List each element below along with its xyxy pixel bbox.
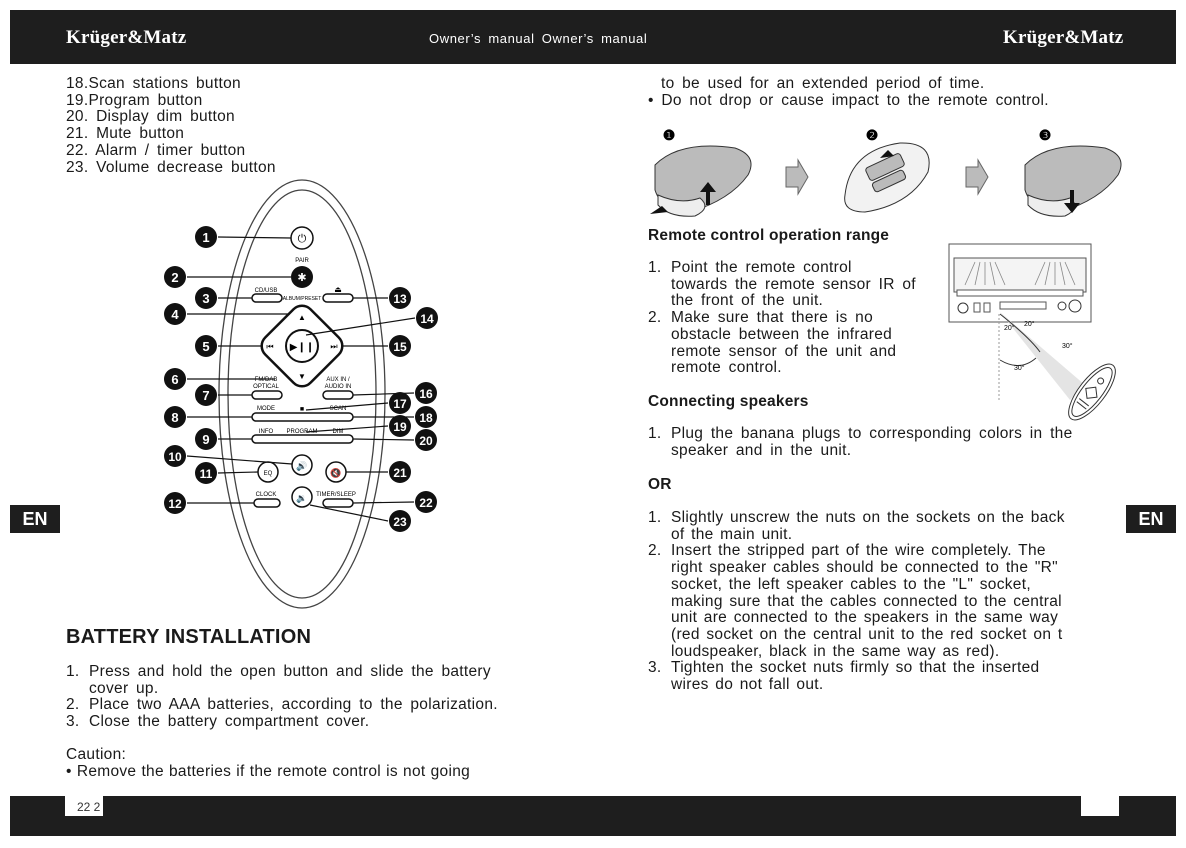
- svg-text:20: 20: [419, 434, 433, 448]
- svg-text:14: 14: [420, 312, 434, 326]
- power-icon: ⏻: [297, 233, 307, 245]
- list-item: 1. Plug the banana plugs to corresponding colors in the speaker and in the unit.: [648, 425, 1073, 459]
- svg-text:23: 23: [393, 515, 407, 529]
- unit-display: [954, 258, 1086, 292]
- svg-text:13: 13: [393, 292, 407, 306]
- footer-bar: [10, 796, 1176, 836]
- info-label: INFO: [258, 429, 274, 435]
- page-number-left: 22 2: [65, 796, 103, 816]
- list-item: 1. Slightly unscrew the nuts on the sockets on the back of the main unit.: [648, 510, 1065, 543]
- remote-open-step-3: [1025, 146, 1121, 216]
- aux-in-label: AUX IN /: [326, 377, 350, 383]
- album-preset-label: ALBUM/PRESET: [282, 296, 322, 302]
- battery-steps-illustration: [645, 124, 1125, 224]
- scan-label: SCAN: [329, 406, 347, 412]
- callout-18: [415, 406, 437, 428]
- list-item: 20. Display dim button: [66, 108, 235, 126]
- remote-open-step-1: [650, 146, 751, 216]
- mode-label: MODE: [257, 406, 275, 412]
- clock-label: CLOCK: [255, 492, 277, 498]
- svg-text:3: 3: [202, 291, 210, 306]
- pair-label: PAIR: [295, 258, 309, 264]
- svg-text:2: 2: [171, 270, 179, 285]
- svg-text:1: 1: [202, 230, 210, 245]
- svg-text:9: 9: [202, 432, 210, 447]
- up-arrow-icon: ▲: [298, 313, 306, 322]
- callout-19: [389, 415, 411, 437]
- battery-steps: [66, 664, 498, 731]
- previous-icon: ⏮: [266, 342, 274, 351]
- callout-16: [415, 382, 437, 404]
- callout-6: [164, 368, 186, 390]
- cd-usb-button: [252, 294, 282, 302]
- callout-12: [164, 492, 186, 514]
- fm-dab-label: FM/DAB: [254, 377, 278, 383]
- button-list: [66, 76, 276, 176]
- callout-13: [389, 287, 411, 309]
- svg-text:22: 22: [419, 496, 433, 510]
- list-item: 1. Press and hold the open button and slide the battery cover up.: [66, 663, 491, 697]
- callout-22: [415, 491, 437, 513]
- alternate-steps: [648, 510, 1176, 694]
- play-pause-icon: ▶❙❙: [289, 342, 315, 353]
- operation-range-illustration: [945, 243, 1125, 427]
- step-marker-2: ❷: [865, 127, 879, 143]
- list-item: 19.Program button: [66, 91, 203, 109]
- eq-label: EQ: [263, 471, 273, 477]
- connecting-speakers-heading: Connecting speakers: [648, 393, 809, 410]
- list-item: 21. Mute button: [66, 125, 185, 143]
- remote-outline-inner: [228, 190, 376, 598]
- arrow-icon: [786, 160, 808, 194]
- svg-text:17: 17: [393, 397, 407, 411]
- volume-down-icon: 🔉: [296, 493, 308, 503]
- audio-in-label: AUDIO IN: [324, 384, 352, 390]
- svg-text:8: 8: [171, 410, 179, 425]
- arrow-icon: [966, 160, 988, 194]
- svg-text:10: 10: [168, 450, 182, 464]
- callout-1: [195, 226, 217, 248]
- down-arrow-icon: ▼: [298, 372, 306, 381]
- callout-9: [195, 428, 217, 450]
- callout-23: [389, 510, 411, 532]
- drop-warning: • Do not drop or cause impact to the remote control.: [648, 92, 1049, 109]
- step-marker-1: ❶: [662, 127, 676, 143]
- range-steps: [648, 260, 916, 377]
- svg-text:19: 19: [393, 420, 407, 434]
- brand-logo-left: Krüger&Matz: [66, 27, 187, 48]
- callout-11: [195, 462, 217, 484]
- svg-text:4: 4: [171, 307, 179, 322]
- optical-button: [252, 391, 282, 399]
- list-item: 18.Scan stations button: [66, 75, 241, 92]
- svg-text:11: 11: [199, 467, 213, 481]
- aux-button: [323, 391, 353, 399]
- angle-label: 30°: [1014, 365, 1025, 372]
- callout-5: [195, 335, 217, 357]
- bluetooth-icon: ✱: [297, 272, 307, 284]
- svg-text:15: 15: [393, 340, 407, 354]
- callout-21: [389, 461, 411, 483]
- svg-text:5: 5: [202, 339, 210, 354]
- eject-button: [323, 294, 353, 302]
- list-item: 2. Insert the stripped part of the wire completely. The right speaker cables should be connected to the "R" socket, the left speaker cables to the "L" socket, making sure that the cables connected to the central unit are connected to the speakers in the same way (red socket on the central unit to the red socket on t loudspeaker, black in the same way as red).: [648, 542, 1063, 660]
- info-dim-bar: [252, 435, 353, 443]
- list-item: 3. Tighten the socket nuts firmly so that the inserted wires do not fall out.: [648, 659, 1040, 694]
- callout-10: [164, 445, 186, 467]
- clock-button: [254, 499, 280, 507]
- continued-line: to be used for an extended period of time.: [661, 75, 985, 92]
- svg-text:12: 12: [168, 497, 182, 511]
- list-item: 23. Volume decrease button: [66, 158, 276, 176]
- angle-label: 20°: [1024, 321, 1035, 328]
- language-tab-right: EN: [1126, 505, 1176, 533]
- header-title: Owner’s manual Owner’s manual: [429, 31, 648, 46]
- callout-4: [164, 303, 186, 325]
- svg-text:16: 16: [419, 387, 433, 401]
- list-item: 22. Alarm / timer button: [66, 141, 246, 159]
- svg-text:7: 7: [202, 388, 210, 403]
- brand-logo-right: Krüger&Matz: [1003, 27, 1124, 48]
- next-icon: ⏭: [330, 342, 338, 351]
- stop-icon: ■: [299, 406, 305, 413]
- eject-icon: ⏏: [334, 285, 342, 294]
- cd-usb-label: CD/USB: [254, 288, 278, 294]
- dim-label: DIM: [332, 429, 344, 435]
- callout-7: [195, 384, 217, 406]
- svg-text:18: 18: [419, 411, 433, 425]
- mode-scan-bar: [252, 413, 353, 421]
- caution-line: • Remove the batteries if the remote control is not going: [66, 763, 471, 780]
- callout-2: [164, 266, 186, 288]
- volume-up-icon: 🔊: [296, 461, 308, 471]
- page-number-right: [1081, 796, 1119, 816]
- remote-control-diagram: [150, 178, 460, 610]
- or-label: OR: [648, 476, 672, 493]
- timer-sleep-button: [323, 499, 353, 507]
- callout-3: [195, 287, 217, 309]
- battery-installation-heading: BATTERY INSTALLATION: [66, 626, 312, 648]
- program-label: PROGRAM: [286, 429, 318, 435]
- callout-8: [164, 406, 186, 428]
- angle-label: 30°: [1062, 343, 1073, 350]
- language-tab-left: EN: [10, 505, 60, 533]
- timer-sleep-label: TIMER/SLEEP: [316, 492, 356, 498]
- list-item: 3. Close the battery compartment cover.: [66, 713, 370, 731]
- callout-17: [389, 392, 411, 414]
- mute-icon: 🔇: [330, 468, 342, 478]
- svg-text:21: 21: [393, 466, 407, 480]
- list-item: 1. Point the remote control towards the remote sensor IR of the front of the unit.: [648, 259, 916, 310]
- callout-14: [416, 307, 438, 329]
- angle-label: 20°: [1004, 325, 1015, 332]
- svg-text:6: 6: [171, 372, 179, 387]
- list-item: 2. Make sure that there is no obstacle between the infrared remote sensor of the unit and remote control.: [648, 309, 897, 377]
- list-item: 2. Place two AAA batteries, according to the polarization.: [66, 696, 498, 714]
- caution-title: Caution:: [66, 746, 127, 763]
- step-marker-3: ❸: [1038, 127, 1052, 143]
- callout-15: [389, 335, 411, 357]
- optical-label: OPTICAL: [253, 384, 279, 390]
- operation-range-heading: Remote control operation range: [648, 227, 890, 244]
- callout-20: [415, 429, 437, 451]
- remote-open-step-2: [845, 143, 930, 212]
- speakers-steps: [648, 426, 1073, 459]
